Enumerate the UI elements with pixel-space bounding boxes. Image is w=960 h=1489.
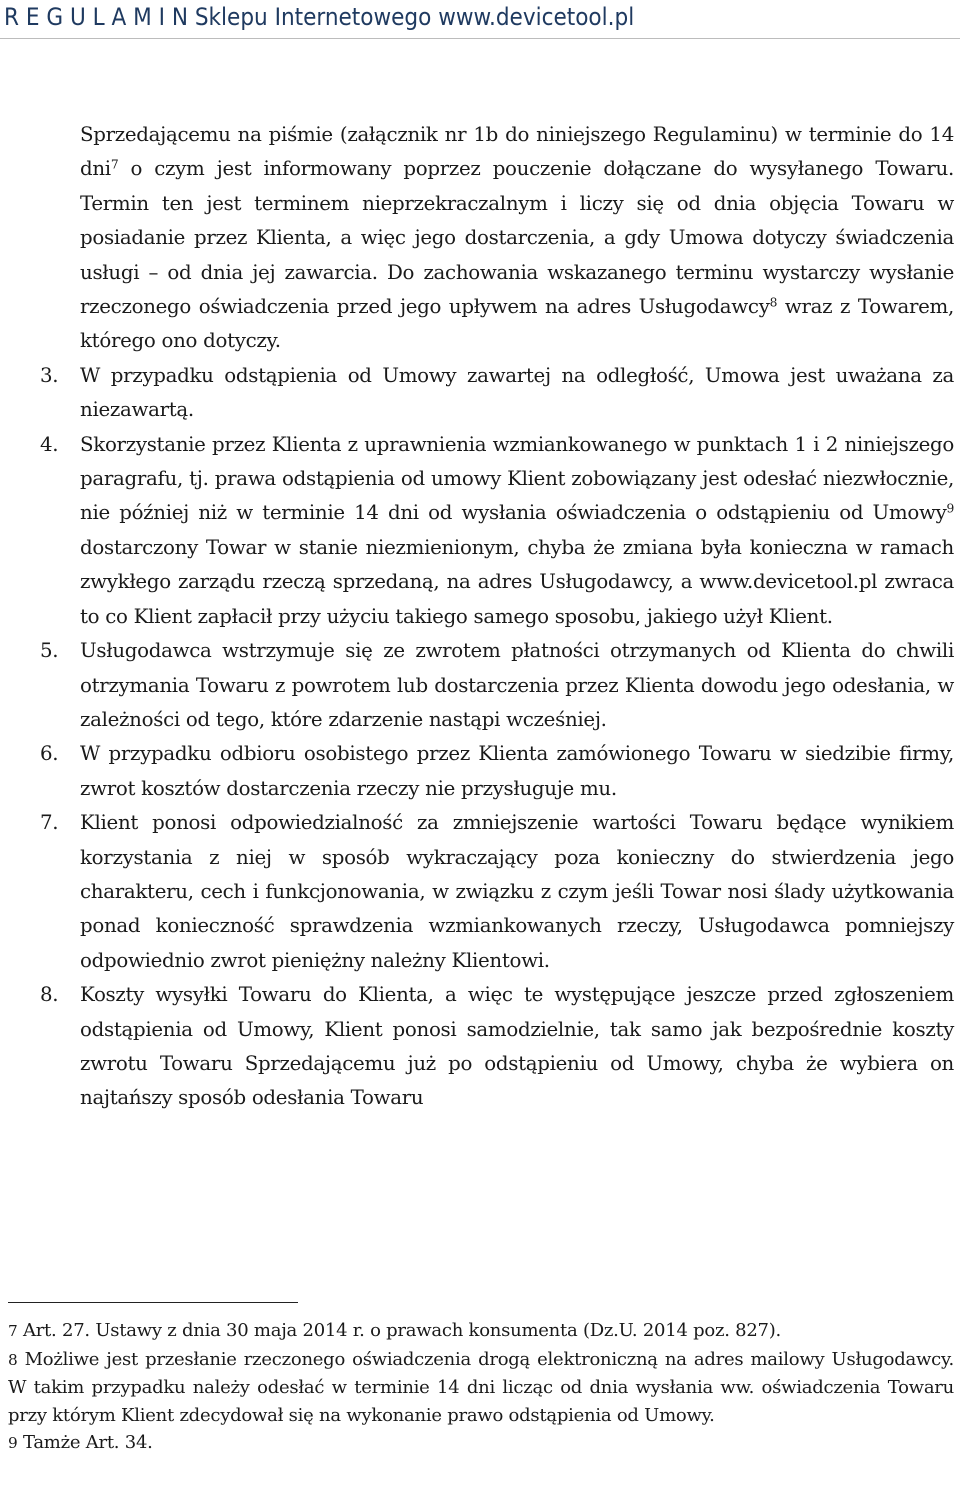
item-number: 7.	[40, 811, 59, 835]
footnote-ref-8[interactable]: 8	[769, 295, 778, 310]
list-item	[0, 359, 960, 428]
footnote-text: Możliwe jest przesłanie rzeczonego oświadczenia drogą elektroniczną na adres mailowy Usługodawcy. W takim przypadku należy odesłać w terminie 14 dni licząc od dnia wysłania ww. oświadczenia Towaru przy którym Klient zdecydował się na wykonanie prawo odstąpienia od Umowy.	[8, 1348, 954, 1426]
footnote-ref-7[interactable]: 7	[110, 157, 119, 172]
footnote-mark: 9	[8, 1434, 18, 1453]
footnotes-section	[0, 1302, 960, 1458]
intro-text-3: wraz z Towarem, którego ono dotyczy.	[80, 295, 954, 353]
footnote-mark: 8	[8, 1350, 18, 1369]
item-text: Usługodawca wstrzymuje się ze zwrotem płatności otrzymanych od Klienta do chwili otrzymania Towaru z powrotem lub dostarczenia przez Klienta dowodu jego odesłania, w zależności od tego, które zdarzenie nastąpi wcześniej.	[80, 639, 954, 731]
item-number: 4.	[40, 432, 59, 456]
item-text: W przypadku odstąpienia od Umowy zawartej na odległość, Umowa jest uważana za niezawartą.	[80, 363, 954, 422]
item-text: Koszty wysyłki Towaru do Klienta, a więc te występujące jeszcze przed zgłoszeniem odstąpienia od Umowy, Klient ponosi samodzielnie, tak samo jak bezpośrednie koszty zwrotu Towaru Sprzedającemu już po odstąpieniu od Umowy, chyba że wybiera on najtańszy sposób odesłania Towaru	[80, 983, 954, 1110]
intro-text-2: o czym jest informowany poprzez pouczenie dołączane do wysyłanego Towaru. Termin ten jest terminem nieprzekraczalnym i liczy się od dnia objęcia Towaru w posiadanie przez Klienta, a więc jego dostarczenia, a gdy Umowa dotyczy świadczenia usługi – od dnia jej zawarcia. Do zachowania wskazanego terminu wystarczy wysłanie rzeczonego oświadczenia przed jego upływem na adres Usługodawcy	[80, 157, 954, 319]
item-text: Klient ponosi odpowiedzialność za zmniejszenie wartości Towaru będące wynikiem korzystania z niej w sposób wykraczający poza konieczny do stwierdzenia jego charakteru, cech i funkcjonowania, w związku z czym jeśli Towar nosi ślady użytkowania ponad konieczność sprawdzenia wzmiankowanych rzeczy, Usługodawca pomniejszy odpowiednio zwrot pieniężny należny Klientowi.	[80, 811, 954, 972]
header-title: R E G U L A M I N Sklepu Internetowego www.devicetool.pl	[4, 3, 635, 31]
item-number: 6.	[40, 742, 59, 766]
footnote-7	[8, 1317, 954, 1346]
list-item	[0, 806, 960, 978]
header-divider	[0, 38, 960, 39]
list-item	[0, 428, 960, 634]
item-number: 5.	[40, 639, 59, 663]
footnote-text: Tamże Art. 34.	[17, 1432, 153, 1454]
item-text	[80, 428, 954, 634]
list-item	[0, 978, 960, 1116]
item-number: 3.	[40, 363, 59, 387]
item-text-part-a: Skorzystanie przez Klienta z uprawnienia wzmiankowanego w punktach 1 i 2 niniejszego paragrafu, tj. prawa odstąpienia od umowy Klient zobowiązany jest odesłać niezwłocznie, nie później niż w terminie 14 dni od wysłania oświadczenia o odstąpieniu od Umowy	[80, 432, 954, 525]
item-text-part-b: dostarczony Towar w stanie niezmienionym, chyba że zmiana była konieczna w ramach zwykłego zarządu rzeczą sprzedaną, na adres Usługodawcy, a www.devicetool.pl zwraca to co Klient zapłacił przy użyciu takiego samego sposobu, jakiego użył Klient.	[80, 535, 954, 628]
footnote-9	[8, 1429, 954, 1458]
list-item	[0, 634, 960, 737]
document-body	[0, 118, 960, 1116]
item-number: 8.	[40, 983, 59, 1007]
intro-paragraph	[80, 118, 954, 359]
footnote-8	[8, 1346, 954, 1430]
item-text: W przypadku odbioru osobistego przez Klienta zamówionego Towaru w siedzibie firmy, zwrot kosztów dostarczenia rzeczy nie przysługuje mu.	[80, 742, 954, 800]
intro-text-1: Sprzedającemu na piśmie (załącznik nr 1b do niniejszego Regulaminu) w terminie do 14 dni	[80, 123, 954, 181]
footnote-ref-9[interactable]: 9	[946, 501, 954, 516]
footnote-text: Art. 27. Ustawy z dnia 30 maja 2014 r. o prawach konsumenta (Dz.U. 2014 poz. 827).	[17, 1320, 781, 1341]
footnote-divider	[8, 1302, 298, 1303]
footnote-mark: 7	[8, 1322, 18, 1340]
list-item	[0, 737, 960, 806]
